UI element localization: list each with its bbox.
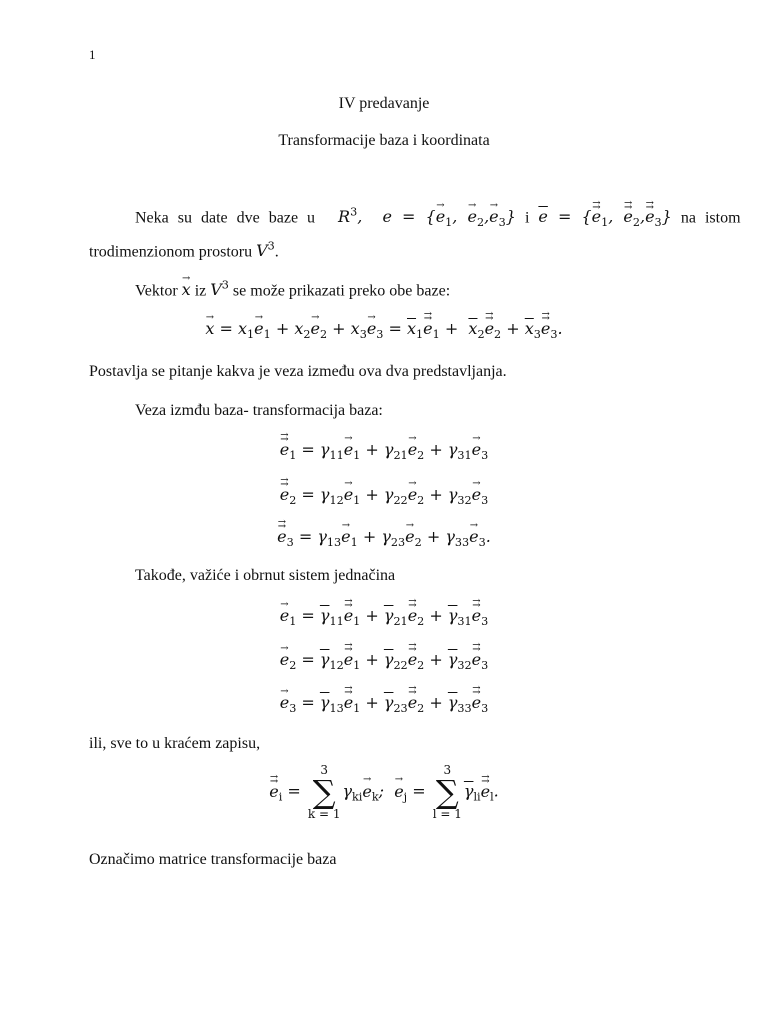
- equation-ebar-3: ⇉ $e_3 = \gamma_{13}\to e_1 + \gamma_{23}\to e_2 + \gamma_{33}\to e_3$.: [0, 527, 768, 549]
- para1-tail: na istom: [680, 209, 741, 227]
- paragraph-inverse-system: Takođe, važiće i obrnut sistem jednačina: [135, 567, 396, 584]
- paragraph-matrices: Označimo matrice transformacije baza: [89, 851, 337, 868]
- equation-vector-decomposition: → $x = x_1\to e_1 + x_2\to e_2 + x_3\to e_3$ = $\overline{x}_1⇉$ $e_1$ + $\overline{x}_2⇉$ $e_2$ + $\overline{x}_3⇉$ $e_3$.: [0, 319, 768, 341]
- sum-symbol-l: 3 ∑ l = 1: [432, 763, 462, 821]
- paragraph-basis-relation: Veza izmđu baza- transformacija baza:: [135, 402, 383, 419]
- sum-symbol-k: 3 ∑ k = 1: [307, 763, 341, 821]
- page-number: 1: [89, 47, 96, 62]
- lecture-title: IV predavanje: [338, 95, 430, 112]
- math-vector-x: → x: [182, 280, 191, 299]
- equation-ebar-2: ⇉ $e_2 = \gamma_{12}\to e_1 + \gamma_{22}\to e_2 + \gamma_{32}\to e_3$: [0, 485, 768, 507]
- paragraph-short-form: ili, sve to u kraćem zapisu,: [89, 735, 261, 752]
- equation-e-1: → $e_1$ = $\overline{\gamma}_{11}⇉$ $e_1$ + $\overline{\gamma}_{21}⇉$ $e_2$ + $\overline{\gamma}_{31}⇉$ $e_3$: [0, 606, 768, 628]
- equation-e-2: → $e_2$ = $\overline{\gamma}_{12}⇉$ $e_1$ + $\overline{\gamma}_{22}⇉$ $e_2$ + $\overline{\gamma}_{32}⇉$ $e_3$: [0, 650, 768, 672]
- math-v3-inline: $V^3$: [210, 279, 229, 300]
- equation-e-3: → $e_3$ = $\overline{\gamma}_{13}⇉$ $e_1$ + $\overline{\gamma}_{23}⇉$ $e_2$ + $\overline{\gamma}_{33}⇉$ $e_3$: [0, 693, 768, 715]
- math-basis-bar: $\overline{e}$ = {⇉ $e_1$, ⇉ $e_2,⇉$ $e_3$}: [538, 207, 671, 226]
- math-v3: $V^3$: [256, 240, 275, 261]
- paragraph-bases-line2: trodimenzionom prostoru $V^3$.: [89, 240, 279, 261]
- para2-lead: Vektor: [135, 282, 178, 300]
- lecture-subtitle: Transformacije baza i koordinata: [278, 132, 490, 149]
- paragraph-vector: [135, 279, 450, 300]
- math-r3: $R^3$, e = {→ $e_1$, → $e_2,\to e_3$}: [338, 207, 516, 226]
- para2-mid: iz: [194, 282, 207, 300]
- paragraph-question: Postavlja se pitanje kakva je veza između ova dva predstavljanja.: [89, 363, 507, 380]
- para1-mid: i: [524, 209, 530, 227]
- equation-ebar-1: ⇉ $e_1 = \gamma_{11}\to e_1 + \gamma_{21}\to e_2 + \gamma_{31}\to e_3$: [0, 440, 768, 462]
- para2-tail: se može prikazati preko obe baze:: [232, 282, 451, 300]
- paragraph-bases-line1: [135, 206, 741, 230]
- equation-summation: ⇉ $e_i$ = 3 ∑ k = 1 $\gamma_{ki}\to e_k$; → $e_j$ = 3 ∑ l = 1 $\overline{\gamma}_{li}⇉$ $e_l$.: [0, 764, 768, 820]
- para1-line2-text: trodimenzionom prostoru: [89, 243, 253, 261]
- para1-lead: Neka su date dve baze u: [135, 209, 316, 227]
